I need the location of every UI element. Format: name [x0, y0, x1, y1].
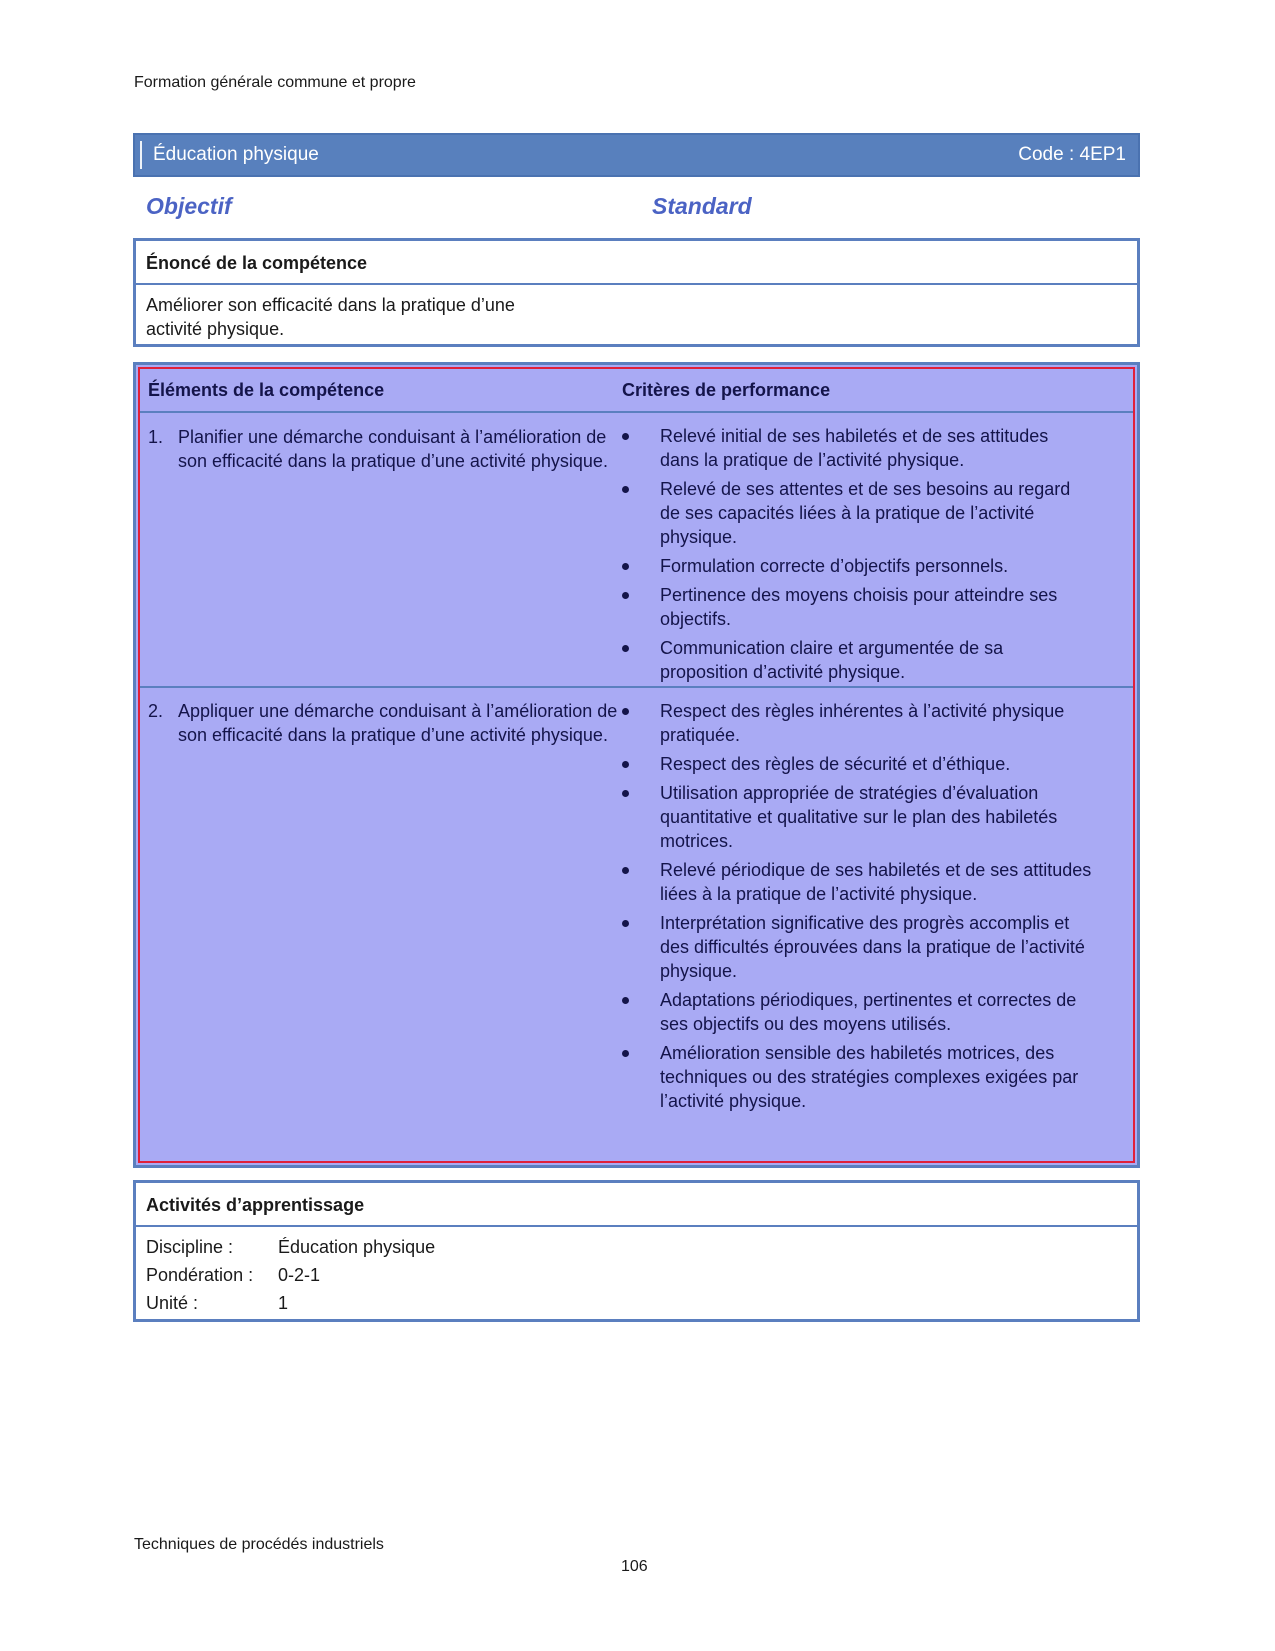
bullet-icon [622, 997, 629, 1004]
element-number: 1. [148, 427, 164, 447]
criterion-item: Relevé initial de ses habiletés et de ses attitudes dans la pratique de l’activité physique. [622, 424, 1092, 472]
criterion-item: Communication claire et argumentée de sa proposition d’activité physique. [622, 636, 1092, 684]
row-divider [140, 686, 1133, 688]
discipline-label: Discipline : [146, 1237, 234, 1257]
bullet-icon [622, 592, 629, 599]
unite-value: 1 [278, 1293, 289, 1313]
criteria-list-1 [622, 424, 1092, 689]
header-divider [140, 411, 1133, 413]
footer-program: Techniques de procédés industriels [134, 1536, 384, 1553]
standard-label: Standard [652, 193, 752, 219]
bullet-icon [622, 1050, 629, 1057]
activites-box [133, 1180, 1140, 1322]
bullet-icon [622, 867, 629, 874]
discipline-value: Éducation physique [278, 1237, 436, 1257]
elements-table [133, 362, 1140, 1168]
criterion-item: Amélioration sensible des habiletés motrices, des techniques ou des stratégies complexes exigées par l’activité physique. [622, 1041, 1092, 1113]
title-bar [133, 133, 1140, 177]
criteria-list-2 [622, 699, 1092, 1118]
title-bar-rule [140, 141, 142, 169]
ponderation-row [146, 1261, 1127, 1289]
bullet-icon [622, 563, 629, 570]
criterion-item: Respect des règles de sécurité et d’éthique. [622, 752, 1092, 776]
criterion-item: Relevé de ses attentes et de ses besoins au regard de ses capacités liées à la pratique de l’activité physique. [622, 477, 1092, 549]
elements-table-inner [138, 367, 1135, 1163]
ponderation-label: Pondération : [146, 1265, 254, 1285]
criterion-item: Pertinence des moyens choisis pour atteindre ses objectifs. [622, 583, 1092, 631]
enonce-box [133, 238, 1140, 347]
ponderation-value: 0-2-1 [278, 1265, 321, 1285]
running-header: Formation générale commune et propre [134, 74, 416, 91]
col-header-criteria: Critères de performance [622, 380, 831, 400]
criterion-item: Formulation correcte d’objectifs personnels. [622, 554, 1092, 578]
subject-title: Éducation physique [153, 144, 319, 165]
bullet-icon [622, 708, 629, 715]
course-code: Code : 4EP1 [1018, 144, 1126, 165]
unite-row [146, 1289, 1127, 1317]
objectif-label: Objectif [146, 193, 232, 219]
element-row-1 [148, 425, 618, 473]
criterion-item: Adaptations périodiques, pertinentes et correctes de ses objectifs ou des moyens utilisés. [622, 988, 1092, 1036]
element-row-2 [148, 699, 618, 747]
criterion-item: Respect des règles inhérentes à l’activité physique pratiquée. [622, 699, 1092, 747]
element-text: Appliquer une démarche conduisant à l’amélioration de son efficacité dans la pratique d’une activité physique. [178, 701, 618, 745]
bullet-icon [622, 645, 629, 652]
bullet-icon [622, 433, 629, 440]
bullet-icon [622, 486, 629, 493]
bullet-icon [622, 790, 629, 797]
enonce-heading: Énoncé de la compétence [136, 241, 1137, 285]
element-number: 2. [148, 701, 164, 721]
criterion-item: Relevé périodique de ses habiletés et de ses attitudes liées à la pratique de l’activité physique. [622, 858, 1092, 906]
bullet-icon [622, 920, 629, 927]
enonce-text: Améliorer son efficacité dans la pratique d’une activité physique. [146, 295, 515, 339]
element-text: Planifier une démarche conduisant à l’amélioration de son efficacité dans la pratique d’une activité physique. [178, 427, 608, 471]
activites-heading: Activités d’apprentissage [136, 1183, 1137, 1227]
unite-label: Unité : [146, 1293, 199, 1313]
criterion-item: Interprétation significative des progrès accomplis et des difficultés éprouvées dans la pratique de l’activité physique. [622, 911, 1092, 983]
col-header-elements: Éléments de la compétence [148, 380, 385, 400]
objective-row [146, 193, 766, 219]
discipline-row [146, 1233, 1127, 1261]
bullet-icon [622, 761, 629, 768]
criterion-item: Utilisation appropriée de stratégies d’évaluation quantitative et qualitative sur le plan des habiletés motrices. [622, 781, 1092, 853]
page-number: 106 [621, 1558, 648, 1575]
elements-table-header [140, 369, 1133, 411]
